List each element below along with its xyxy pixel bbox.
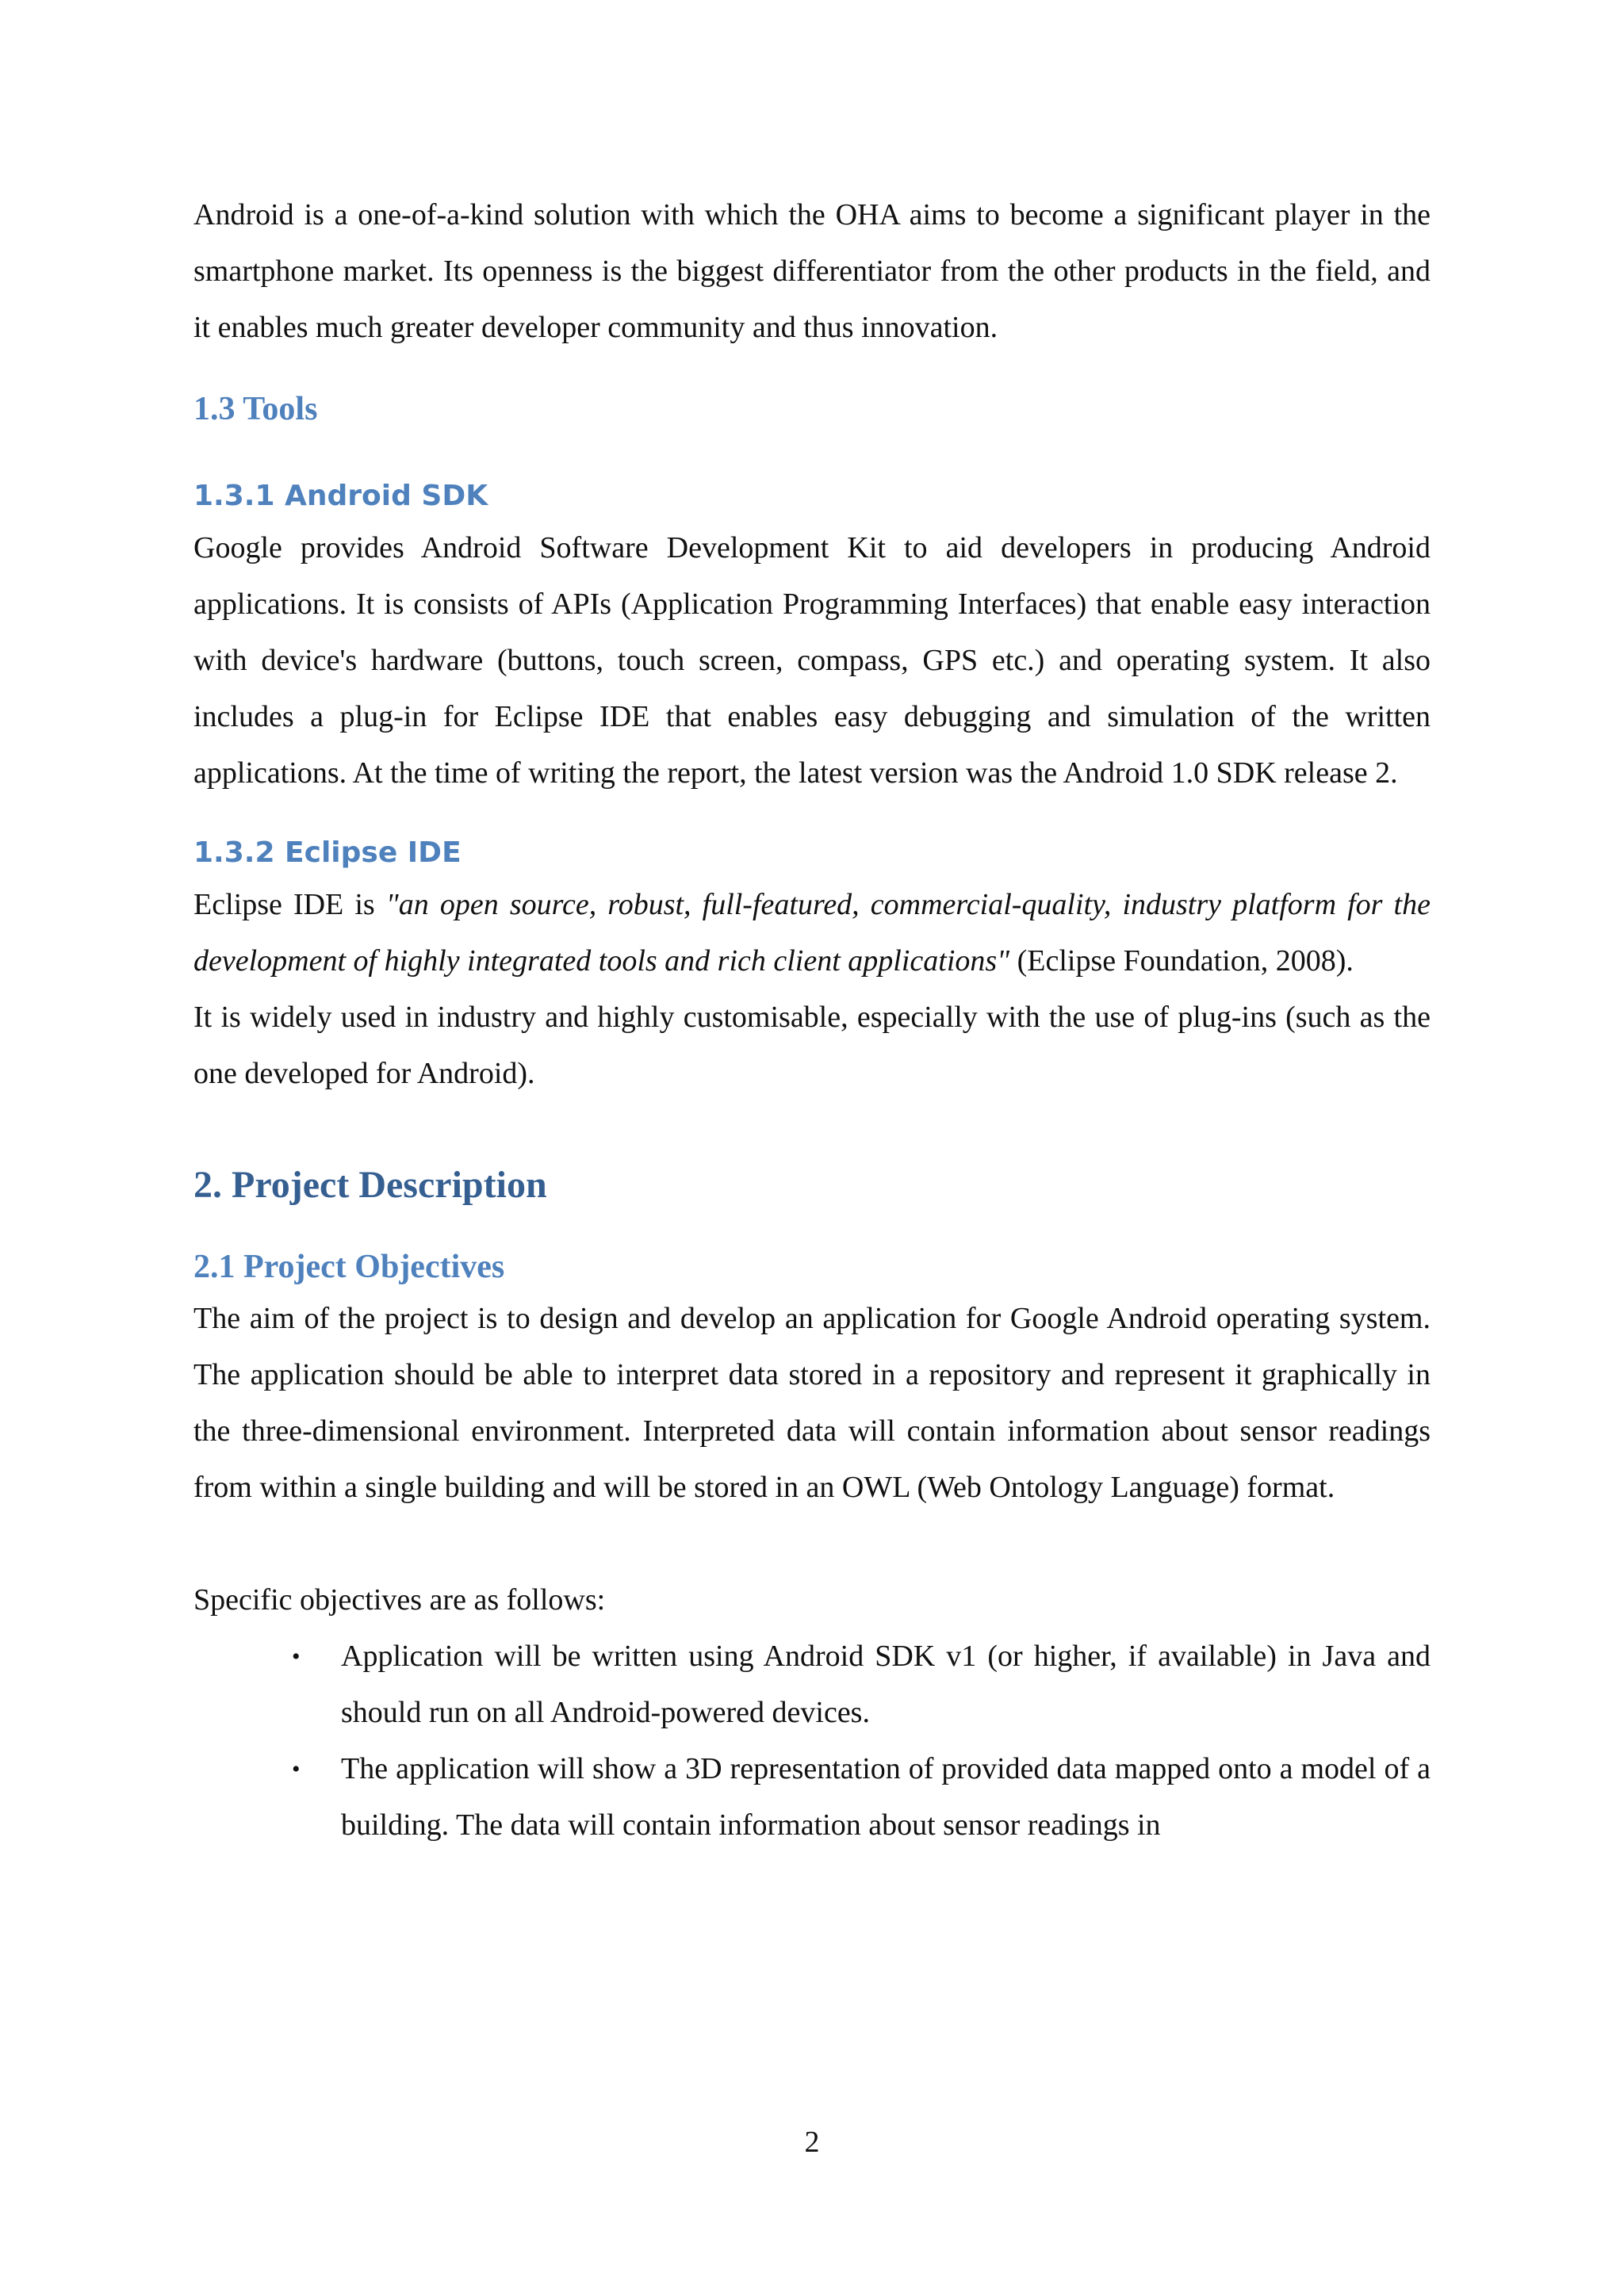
- intro-paragraph: Android is a one-of-a-kind solution with which the OHA aims to become a significant player in the smartphone market. Its openness is the biggest differentiator from the other products in the field, and it enables much greater developer community and thus innovation.: [193, 198, 1431, 344]
- eclipse-ide-quote: "an open source, robust, full-featured, commercial-quality, industry platform for the development of highly integrated tools and rich client applications": [193, 888, 1431, 978]
- subsection-heading-project-objectives: 2.1 Project Objectives: [193, 1249, 505, 1285]
- bullet-icon: •: [292, 1644, 301, 1670]
- project-objectives-paragraph: The aim of the project is to design and develop an application for Google Android operating system. The application should be able to interpret data stored in a repository and represent it graphically in the three-dimensional environment. Interpreted data will contain information about sensor readings from within a single building and will be stored in an OWL (Web Ontology Language) format.: [193, 1302, 1431, 1504]
- subsection-heading-android-sdk: 1.3.1 Android SDK: [193, 480, 488, 512]
- section-heading-project-description: 2. Project Description: [193, 1164, 547, 1206]
- list-item: [193, 1628, 1431, 1741]
- list-item-text: Application will be written using Android SDK v1 (or higher, if available) in Java and should run on all Android-powered devices.: [341, 1640, 1431, 1729]
- bullet-icon: •: [292, 1756, 301, 1782]
- eclipse-ide-prefix: Eclipse IDE is: [193, 888, 386, 921]
- objectives-list: [193, 1628, 1431, 1854]
- eclipse-usage-paragraph: It is widely used in industry and highly customisable, especially with the use of plug-ins (such as the one developed for Android).: [193, 1001, 1431, 1090]
- objectives-intro: Specific objectives are as follows:: [193, 1583, 606, 1617]
- subsection-heading-eclipse-ide: 1.3.2 Eclipse IDE: [193, 836, 462, 869]
- android-sdk-paragraph: Google provides Android Software Development Kit to aid developers in producing Android applications. It is consists of APIs (Application Programming Interfaces) that enable easy interaction with device's hardware (buttons, touch screen, compass, GPS etc.) and operating system. It also includes a plug-in for Eclipse IDE that enables easy debugging and simulation of the written applications. At the time of writing the report, the latest version was the Android 1.0 SDK release 2.: [193, 531, 1431, 790]
- page-number: 2: [804, 2126, 820, 2159]
- eclipse-ide-paragraph: [193, 877, 1431, 989]
- list-item: [193, 1741, 1431, 1854]
- eclipse-ide-citation: (Eclipse Foundation, 2008).: [1009, 944, 1354, 978]
- section-heading-tools: 1.3 Tools: [193, 391, 318, 427]
- page-content: [193, 187, 1431, 1854]
- list-item-text: The application will show a 3D representation of provided data mapped onto a model of a building. The data will contain information about sensor readings in: [341, 1752, 1431, 1842]
